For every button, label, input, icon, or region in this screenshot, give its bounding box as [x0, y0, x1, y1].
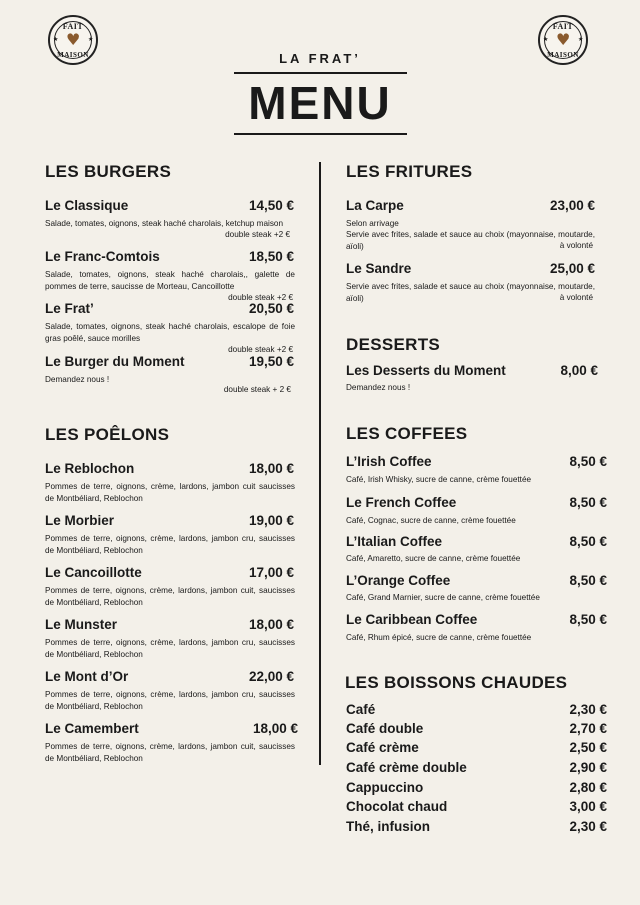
item-name: L’Irish Coffee: [346, 454, 432, 469]
section-title-fritures: LES FRITURES: [346, 162, 473, 181]
section-title-poelons: LES POÊLONS: [45, 425, 170, 444]
item-description: Café, Grand Marnier, sucre de canne, crème fouettée: [346, 593, 540, 602]
item-price: 22,00 €: [248, 669, 294, 684]
title-rule-top: [234, 72, 407, 74]
item-description: Pommes de terre, oignons, crème, lardons, jambon cru, saucisses de Montbéliard, Reblochon: [45, 690, 295, 711]
item-option: double steak +2 €: [228, 293, 293, 302]
item-price: 2,70 €: [569, 721, 607, 736]
logo-top-text: FAIT: [62, 22, 84, 31]
item-name: Le Burger du Moment: [45, 354, 185, 369]
item-description: Café, Rhum épicé, sucre de canne, crème fouettée: [346, 633, 532, 642]
item-description: Salade, tomates, oignons, steak haché charolais, escalope de foie gras poêlé, sauce morilles: [45, 322, 295, 343]
item-price: 18,00 €: [252, 721, 298, 736]
heart-icon: ♥: [556, 30, 571, 49]
item-price: 18,00 €: [248, 461, 294, 476]
logo-bottom-text: MAISON: [57, 51, 89, 59]
item-price: 8,00 €: [560, 363, 598, 378]
item-description: Café, Irish Whisky, sucre de canne, crème fouettée: [346, 475, 532, 484]
item-price: 2,80 €: [569, 780, 607, 795]
item-name: Le Classique: [45, 198, 129, 213]
title-rule-bottom: [234, 133, 407, 135]
item-price: 19,50 €: [248, 354, 294, 369]
item-name: Café crème double: [346, 760, 467, 775]
item-price: 2,90 €: [569, 760, 607, 775]
star-icon: ★: [88, 37, 94, 43]
item-price: 25,00 €: [549, 261, 595, 276]
item-price: 8,50 €: [569, 573, 607, 588]
item-description: Pommes de terre, oignons, crème, lardons, jambon cru, saucisses de Montbéliard, Reblochon: [45, 534, 295, 555]
star-icon: ★: [543, 37, 549, 43]
item-description: Pommes de terre, oignons, crème, lardons, jambon cuit, saucisses de Montbéliard, Reblochon: [45, 586, 295, 607]
item-name: Le Franc-Comtois: [45, 249, 160, 264]
item-price: 2,30 €: [569, 702, 607, 717]
item-price: 23,00 €: [549, 198, 595, 213]
section-title-burgers: LES BURGERS: [45, 162, 172, 181]
item-description: Pommes de terre, oignons, crème, lardons, jambon cuit saucisses de Montbéliard, Reblochon: [45, 482, 295, 503]
logo-bottom-text: MAISON: [547, 51, 579, 59]
item-option: à volonté: [559, 241, 593, 250]
item-description: Café, Cognac, sucre de canne, crème fouettée: [346, 516, 516, 525]
item-option: double steak +2 €: [225, 230, 290, 239]
heart-icon: ♥: [66, 30, 81, 49]
item-name: La Carpe: [346, 198, 404, 213]
item-price: 14,50 €: [248, 198, 294, 213]
item-name: L’Orange Coffee: [346, 573, 451, 588]
column-divider: [319, 162, 321, 765]
item-option: double steak +2 €: [228, 345, 293, 354]
item-price: 17,00 €: [248, 565, 294, 580]
item-name: Café double: [346, 721, 424, 736]
item-name: Les Desserts du Moment: [346, 363, 506, 378]
item-price: 3,00 €: [569, 799, 607, 814]
item-price: 19,00 €: [248, 513, 294, 528]
logo-top-text: FAIT: [552, 22, 574, 31]
item-description: Salade, tomates, oignons, steak haché charolais,, galette de pommes de terre, saucisse de Morteau, Cancoillotte: [45, 270, 295, 291]
item-description: Pommes de terre, oignons, crème, lardons, jambon cuit, saucisses de Montbéliard, Reblochon: [45, 742, 295, 763]
section-title-desserts: DESSERTS: [346, 335, 441, 354]
item-price: 2,30 €: [569, 819, 607, 834]
item-price: 8,50 €: [569, 495, 607, 510]
item-note: Selon arrivage: [346, 219, 399, 228]
item-name: Cappuccino: [346, 780, 424, 795]
section-title-boissons: LES BOISSONS CHAUDES: [345, 673, 568, 692]
item-name: Café crème: [346, 740, 419, 755]
item-price: 2,50 €: [569, 740, 607, 755]
page-title: MENU: [248, 77, 392, 129]
star-icon: ★: [578, 37, 584, 43]
item-description: Servie avec frites, salade et sauce au choix (mayonnaise, moutarde, aïoli): [346, 282, 595, 303]
item-description: Servie avec frites, salade et sauce au choix (mayonnaise, moutarde, aïoli): [346, 230, 595, 251]
item-name: Le Sandre: [346, 261, 412, 276]
item-description: Salade, tomates, oignons, steak haché charolais, ketchup maison: [45, 219, 284, 228]
section-title-coffees: LES COFFEES: [346, 424, 468, 443]
item-name: L’Italian Coffee: [346, 534, 443, 549]
item-option: à volonté: [559, 293, 593, 302]
star-icon: ★: [53, 37, 59, 43]
item-name: Le Mont d’Or: [45, 669, 129, 684]
item-name: Le French Coffee: [346, 495, 457, 510]
restaurant-name: LA FRAT’: [279, 51, 361, 66]
item-price: 18,00 €: [248, 617, 294, 632]
item-name: Le Frat’: [45, 301, 94, 316]
item-name: Thé, infusion: [346, 819, 430, 834]
item-price: 8,50 €: [569, 612, 607, 627]
item-name: Le Munster: [45, 617, 118, 632]
item-description: Café, Amaretto, sucre de canne, crème fouettée: [346, 554, 521, 563]
item-price: 18,50 €: [248, 249, 294, 264]
item-description: Demandez nous !: [346, 383, 411, 392]
item-name: Le Reblochon: [45, 461, 135, 476]
item-description: Pommes de terre, oignons, crème, lardons, jambon cru, saucisses de Montbéliard, Reblochon: [45, 638, 295, 659]
item-name: Chocolat chaud: [346, 799, 448, 814]
item-name: Le Caribbean Coffee: [346, 612, 478, 627]
item-name: Le Morbier: [45, 513, 115, 528]
item-price: 8,50 €: [569, 454, 607, 469]
item-name: Café: [346, 702, 376, 717]
item-name: Le Camembert: [45, 721, 139, 736]
item-price: 20,50 €: [248, 301, 294, 316]
item-description: Demandez nous !: [45, 375, 110, 384]
item-option: double steak + 2 €: [223, 385, 291, 394]
item-price: 8,50 €: [569, 534, 607, 549]
item-name: Le Cancoillotte: [45, 565, 142, 580]
